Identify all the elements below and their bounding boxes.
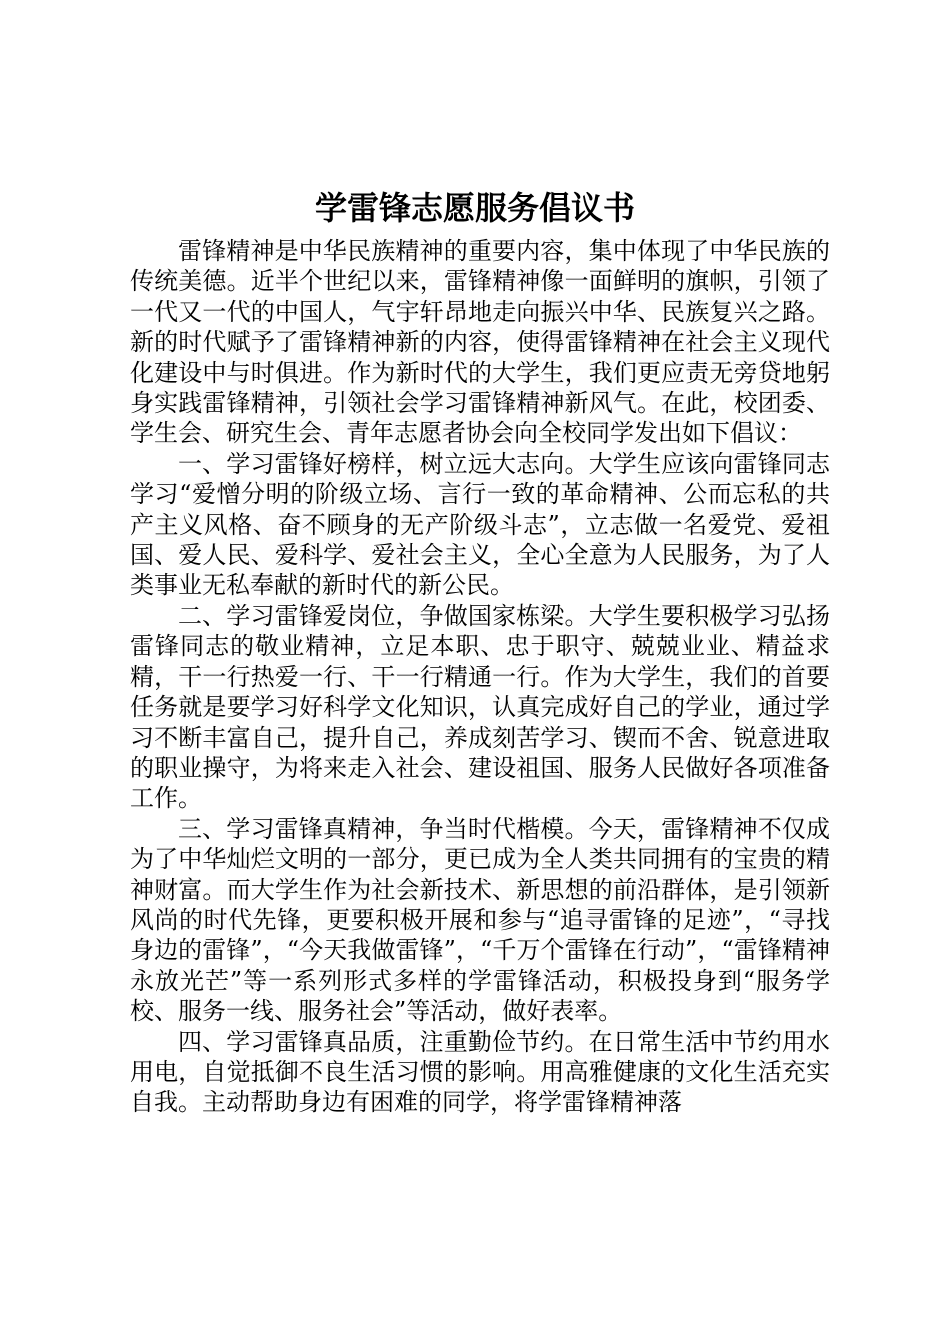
document-title: 学雷锋志愿服务倡议书 (314, 189, 635, 227)
document-body (130, 236, 830, 1118)
paragraph-proposal-1: 一、学习雷锋好榜样，树立远大志向。大学生应该向雷锋同志学习“爱憎分明的阶级立场、言行一致的革命精神、公而忘私的共产主义风格、奋不顾身的无产阶级斗志”，立志做一名爱党、爱祖国、爱人民、爱科学、爱社会主义，全心全意为人民服务，为了人类事业无私奉献的新时代的新公民。 (130, 449, 830, 600)
paragraph-proposal-2: 二、学习雷锋爱岗位，争做国家栋梁。大学生要积极学习弘扬雷锋同志的敬业精神，立足本职、忠于职守、兢兢业业、精益求精，干一行热爱一行、干一行精通一行。作为大学生，我们的首要任务就是要学习好科学文化知识，认真完成好自己的学业，通过学习不断丰富自己，提升自己，养成刻苦学习、锲而不舍、锐意进取的职业操守，为将来走入社会、建设祖国、服务人民做好各项准备工作。 (130, 601, 830, 813)
paragraph-intro: 雷锋精神是中华民族精神的重要内容，集中体现了中华民族的传统美德。近半个世纪以来，雷锋精神像一面鲜明的旗帜，引领了一代又一代的中国人，气宇轩昂地走向振兴中华、民族复兴之路。新的时代赋予了雷锋精神新的内容，使得雷锋精神在社会主义现代化建设中与时俱进。作为新时代的大学生，我们更应责无旁贷地躬身实践雷锋精神，引领社会学习雷锋精神新风气。在此，校团委、学生会、研究生会、青年志愿者协会向全校同学发出如下倡议： (130, 237, 830, 448)
paragraph-proposal-3: 三、学习雷锋真精神，争当时代楷模。今天，雷锋精神不仅成为了中华灿烂文明的一部分，更已成为全人类共同拥有的宝贵的精神财富。而大学生作为社会新技术、新思想的前沿群体，是引领新风尚的时代先锋，更要积极开展和参与“追寻雷锋的足迹”，“寻找身边的雷锋”，“今天我做雷锋”，“千万个雷锋在行动”，“雷锋精神永放光芒”等一系列形式多样的学雷锋活动，积极投身到“服务学校、服务一线、服务社会”等活动，做好表率。 (130, 814, 830, 1026)
paragraph-proposal-4: 四、学习雷锋真品质，注重勤俭节约。在日常生活中节约用水用电，自觉抵御不良生活习惯的影响。用高雅健康的文化生活充实自我。主动帮助身边有困难的同学，将学雷锋精神落 (130, 1027, 830, 1117)
